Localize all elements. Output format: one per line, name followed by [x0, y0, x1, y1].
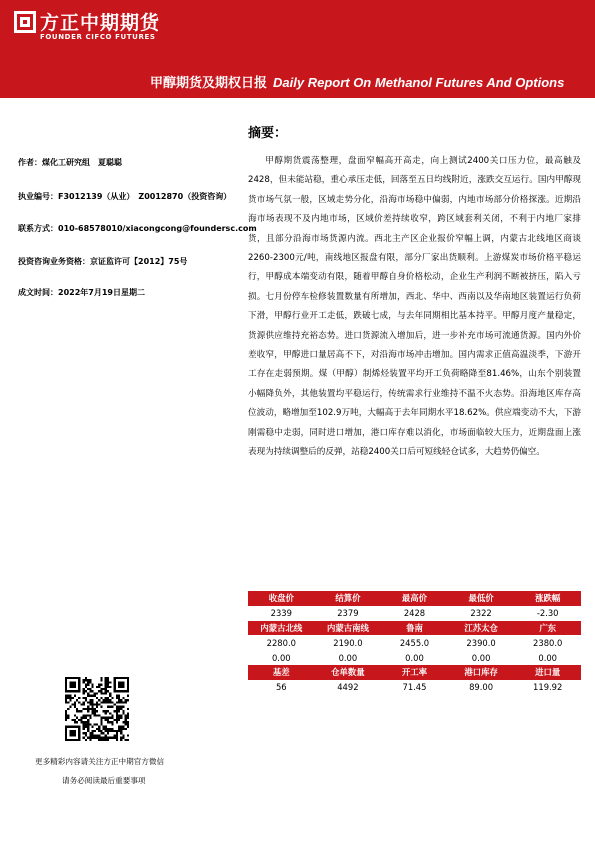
table-header-cell: 港口库存	[448, 665, 515, 680]
table-row	[248, 680, 581, 695]
meta-key: 执业编号：	[18, 192, 58, 201]
table-cell: 0.00	[381, 650, 448, 665]
report-title	[150, 72, 564, 91]
table-header-cell: 广东	[514, 621, 581, 636]
table-cell: 0.00	[315, 650, 382, 665]
table-header-cell: 基差	[248, 665, 315, 680]
report-title-cn: 甲醇期货及期权日报	[150, 76, 268, 91]
meta-key: 投资咨询业务资格：	[18, 257, 90, 266]
table-header-cell: 仓单数量	[315, 665, 382, 680]
wechat-qr-code	[65, 677, 129, 741]
table-header-cell: 涨跌幅	[514, 591, 581, 606]
table-header-cell: 开工率	[381, 665, 448, 680]
table-cell: 2322	[448, 606, 515, 621]
summary-body	[248, 152, 581, 463]
qr-caption: 更多精彩内容请关注方正中期官方微信	[35, 757, 165, 766]
table-header-cell: 收盘价	[248, 591, 315, 606]
table-header-cell: 鲁南	[381, 621, 448, 636]
table-cell: -2.30	[514, 606, 581, 621]
table-cell: 0.00	[448, 650, 515, 665]
meta-key: 作者：	[18, 158, 42, 167]
table-cell: 0.00	[514, 650, 581, 665]
table-cell: 2380.0	[514, 635, 581, 650]
meta-date	[18, 287, 145, 298]
meta-key: 联系方式：	[18, 224, 58, 233]
table-header-cell: 内蒙古北线	[248, 621, 315, 636]
table-cell: 2390.0	[448, 635, 515, 650]
table-cell: 2455.0	[381, 635, 448, 650]
table-row	[248, 635, 581, 650]
meta-key: 成文时间：	[18, 288, 58, 297]
table-cell: 2190.0	[315, 635, 382, 650]
report-title-en: Daily Report On Methanol Futures And Options	[273, 75, 565, 90]
table-cell: 0.00	[248, 650, 315, 665]
table-header-cell: 内蒙古南线	[315, 621, 382, 636]
founder-logo-icon	[14, 11, 36, 33]
disclaimer-note: 请务必阅读最后重要事项	[62, 776, 146, 785]
meta-license	[18, 191, 231, 202]
table-header-row	[248, 621, 581, 636]
quotes-table	[248, 591, 581, 695]
table-cell: 2428	[381, 606, 448, 621]
company-name-en: FOUNDER CIFCO FUTURES	[40, 33, 156, 41]
meta-author	[18, 157, 122, 168]
meta-value: 010-68578010/xiacongcong@foundersc.com	[58, 224, 257, 233]
table-cell: 2379	[315, 606, 382, 621]
table-cell: 119.92	[514, 680, 581, 695]
table-header-cell: 最低价	[448, 591, 515, 606]
table-header-cell: 进口量	[514, 665, 581, 680]
table-cell: 2280.0	[248, 635, 315, 650]
table-header-cell: 最高价	[381, 591, 448, 606]
company-name-cn: 方正中期期货	[40, 12, 161, 34]
table-cell: 2339	[248, 606, 315, 621]
table-cell: 71.45	[381, 680, 448, 695]
summary-heading: 摘要：	[248, 126, 288, 141]
meta-value: 2022年7月19日星期二	[58, 288, 145, 297]
table-cell: 89.00	[448, 680, 515, 695]
table-cell: 4492	[315, 680, 382, 695]
table-header-cell: 江苏太仓	[448, 621, 515, 636]
meta-value: 京证监许可【2012】75号	[90, 257, 188, 266]
quotes-table-body	[248, 591, 581, 695]
header-banner	[0, 0, 595, 98]
table-header-cell: 结算价	[315, 591, 382, 606]
table-cell: 56	[248, 680, 315, 695]
table-row	[248, 606, 581, 621]
table-header-row	[248, 665, 581, 680]
meta-contact	[18, 223, 257, 234]
meta-value: 煤化工研究组 夏聪聪	[42, 158, 122, 167]
summary-paragraph: 甲醇期货震荡整理，盘面窄幅高开高走，向上测试2400关口压力位，最高触及2428，但未能站稳，重心承压走低，回落至五日均线附近，涨跌交互运行。国内甲醇现货市场气氛一般，区域走势分化，沿海市场稳中偏弱，内地市场部分价格探涨。近期沿海市场表现不及内地市场，区域价差持续收窄，跨区域套利关闭，不利于内地厂家排货，且部分沿海市场货源内流。西北主产区企业报价窄幅上调，内蒙古北线地区商谈2260-2300元/吨，南线地区报盘有限，部分厂家出货顺利。上游煤炭市场价格平稳运行，甲醇成本端变动有限，随着甲醇自身价格松动，企业生产利润不断被挤压，陷入亏损。七月份停车检修装置数量有所增加，西北、华中、西南以及华南地区装置运行负荷下滑，甲醇行业开工走低，跌破七成，与去年同期相比基本持平。甲醇月度产量稳定，货源供应维持充裕态势。进口货源流入增加后，进一步补充市场可流通货源。国内外价差收窄，甲醇进口量居高不下，对沿海市场冲击增加。国内需求正值高温淡季，下游开工存在走弱预期。煤（甲醇）制烯烃装置平均开工负荷略降至81.46%，山东个别装置小幅降负外，其他装置均平稳运行，传统需求行业维持不温不火态势。沿海地区库存高位波动，略增加至102.9万吨，大幅高于去年同期水平18.62%。供应端变动不大，下游刚需稳中走弱，同时进口增加，港口库存难以消化，市场面临较大压力，近期盘面上涨表现为持续调整后的反弹，站稳2400关口后可短线轻仓试多，大趋势仍偏空。	[248, 156, 581, 458]
meta-value: F3012139（从业） Z0012870（投资咨询）	[58, 192, 232, 201]
table-header-row	[248, 591, 581, 606]
meta-qualification	[18, 256, 187, 267]
table-row	[248, 650, 581, 665]
